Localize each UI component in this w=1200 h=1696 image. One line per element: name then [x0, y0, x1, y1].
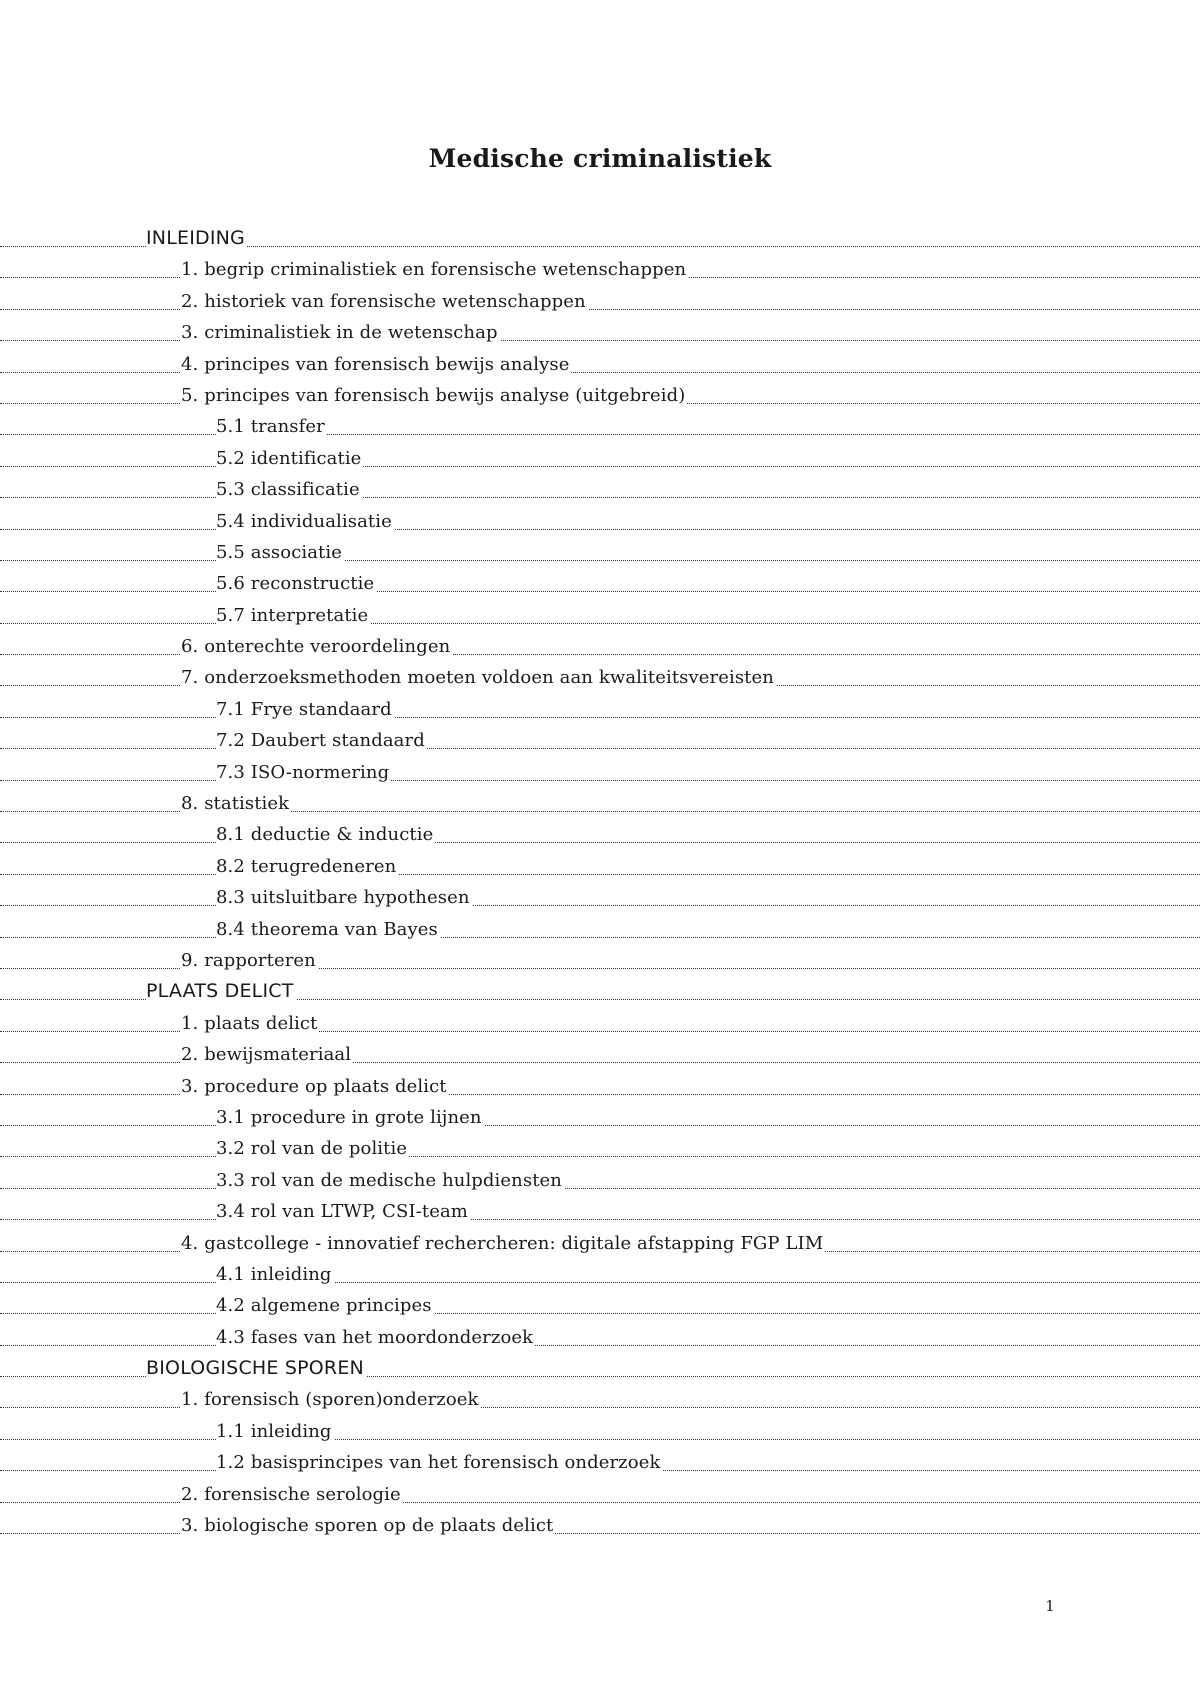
- toc-entry-label: 8.2 terugredeneren: [216, 851, 398, 882]
- toc-entry-label: 6. onterechte veroordelingen: [181, 631, 452, 662]
- toc-entry[interactable]: [0, 1102, 1200, 1133]
- toc-entry-label: 1.1 inleiding: [216, 1416, 334, 1447]
- toc-entry[interactable]: [0, 411, 1200, 442]
- toc-entry[interactable]: [0, 631, 1200, 662]
- toc-entry-label: 9. rapporteren: [181, 945, 318, 976]
- toc-entry-label: 8. statistiek: [181, 788, 291, 819]
- toc-entry[interactable]: [0, 317, 1200, 348]
- toc-entry-label: 7.3 ISO-normering: [216, 757, 391, 788]
- toc-entry-label: 5.3 classificatie: [216, 474, 362, 505]
- document-title: Medische criminalistiek: [428, 144, 772, 173]
- toc-entry[interactable]: [0, 1510, 1200, 1541]
- toc-entry[interactable]: [0, 254, 1200, 285]
- toc-entry[interactable]: [0, 945, 1200, 976]
- toc-entry-label: PLAATS DELICT: [146, 976, 296, 1007]
- toc-entry[interactable]: [0, 1416, 1200, 1447]
- toc-entry-label: 3.3 rol van de medische hulpdiensten: [216, 1165, 564, 1196]
- toc-entry-label: 2. historiek van forensische wetenschappen: [181, 286, 588, 317]
- toc-entry[interactable]: [0, 694, 1200, 725]
- toc-entry[interactable]: [0, 1228, 1200, 1259]
- toc-entry[interactable]: [0, 662, 1200, 693]
- toc-entry-label: 5.5 associatie: [216, 537, 344, 568]
- toc-entry[interactable]: [0, 349, 1200, 380]
- toc-entry[interactable]: [0, 1384, 1200, 1415]
- table-of-contents: [0, 223, 1200, 1541]
- toc-entry[interactable]: [0, 286, 1200, 317]
- toc-entry-label: 4.3 fases van het moordonderzoek: [216, 1322, 535, 1353]
- toc-entry[interactable]: [0, 537, 1200, 568]
- toc-entry[interactable]: [0, 1133, 1200, 1164]
- toc-entry-label: 7.2 Daubert standaard: [216, 725, 427, 756]
- toc-entry-label: 5.7 interpretatie: [216, 600, 370, 631]
- toc-entry-label: 5.1 transfer: [216, 411, 327, 442]
- toc-entry-label: 5.6 reconstructie: [216, 568, 376, 599]
- toc-section-heading[interactable]: [0, 223, 1200, 254]
- toc-entry[interactable]: [0, 851, 1200, 882]
- toc-entry-label: 4. gastcollege - innovatief rechercheren: digitale afstapping FGP LIM: [181, 1228, 825, 1259]
- toc-entry[interactable]: [0, 1259, 1200, 1290]
- toc-entry[interactable]: [0, 600, 1200, 631]
- toc-entry-label: 3. biologische sporen op de plaats delict: [181, 1510, 555, 1541]
- toc-entry-label: 3. criminalistiek in de wetenschap: [181, 317, 500, 348]
- toc-entry-label: 8.4 theorema van Bayes: [216, 914, 440, 945]
- toc-entry-label: 3.2 rol van de politie: [216, 1133, 409, 1164]
- toc-entry[interactable]: [0, 1447, 1200, 1478]
- toc-entry-label: 1. forensisch (sporen)onderzoek: [181, 1384, 481, 1415]
- toc-entry[interactable]: [0, 380, 1200, 411]
- toc-entry-label: 2. bewijsmateriaal: [181, 1039, 353, 1070]
- toc-entry-label: 1. begrip criminalistiek en forensische wetenschappen: [181, 254, 688, 285]
- toc-entry-label: 4.1 inleiding: [216, 1259, 334, 1290]
- toc-entry-label: 7.1 Frye standaard: [216, 694, 394, 725]
- toc-entry-label: 3.1 procedure in grote lijnen: [216, 1102, 484, 1133]
- toc-entry-label: 7. onderzoeksmethoden moeten voldoen aan kwaliteitsvereisten: [181, 662, 776, 693]
- toc-entry[interactable]: [0, 914, 1200, 945]
- toc-entry-label: 2. forensische serologie: [181, 1479, 403, 1510]
- toc-entry[interactable]: [0, 1039, 1200, 1070]
- toc-entry[interactable]: [0, 1196, 1200, 1227]
- toc-entry[interactable]: [0, 1008, 1200, 1039]
- toc-entry-label: 3.4 rol van LTWP, CSI-team: [216, 1196, 470, 1227]
- page-number: 1: [1045, 1597, 1055, 1615]
- toc-entry-label: 3. procedure op plaats delict: [181, 1071, 449, 1102]
- toc-entry[interactable]: [0, 443, 1200, 474]
- toc-entry[interactable]: [0, 1290, 1200, 1321]
- toc-entry[interactable]: [0, 819, 1200, 850]
- toc-entry-label: 8.1 deductie & inductie: [216, 819, 435, 850]
- toc-entry[interactable]: [0, 725, 1200, 756]
- toc-entry[interactable]: [0, 757, 1200, 788]
- toc-entry-label: BIOLOGISCHE SPOREN: [146, 1353, 366, 1384]
- toc-entry[interactable]: [0, 1322, 1200, 1353]
- toc-section-heading[interactable]: [0, 1353, 1200, 1384]
- toc-entry[interactable]: [0, 1479, 1200, 1510]
- toc-entry[interactable]: [0, 474, 1200, 505]
- toc-entry-label: 4.2 algemene principes: [216, 1290, 434, 1321]
- toc-entry[interactable]: [0, 568, 1200, 599]
- toc-entry[interactable]: [0, 1071, 1200, 1102]
- toc-entry-label: 8.3 uitsluitbare hypothesen: [216, 882, 472, 913]
- toc-entry-label: 5. principes van forensisch bewijs analyse (uitgebreid): [181, 380, 687, 411]
- toc-entry-label: 5.2 identificatie: [216, 443, 363, 474]
- toc-entry[interactable]: [0, 506, 1200, 537]
- toc-entry-label: 5.4 individualisatie: [216, 506, 394, 537]
- toc-entry-label: 4. principes van forensisch bewijs analyse: [181, 349, 571, 380]
- toc-entry-label: 1.2 basisprincipes van het forensisch onderzoek: [216, 1447, 662, 1478]
- toc-entry-label: INLEIDING: [146, 223, 247, 254]
- toc-entry[interactable]: [0, 788, 1200, 819]
- toc-entry[interactable]: [0, 1165, 1200, 1196]
- toc-section-heading[interactable]: [0, 976, 1200, 1007]
- toc-entry[interactable]: [0, 882, 1200, 913]
- toc-entry-label: 1. plaats delict: [181, 1008, 319, 1039]
